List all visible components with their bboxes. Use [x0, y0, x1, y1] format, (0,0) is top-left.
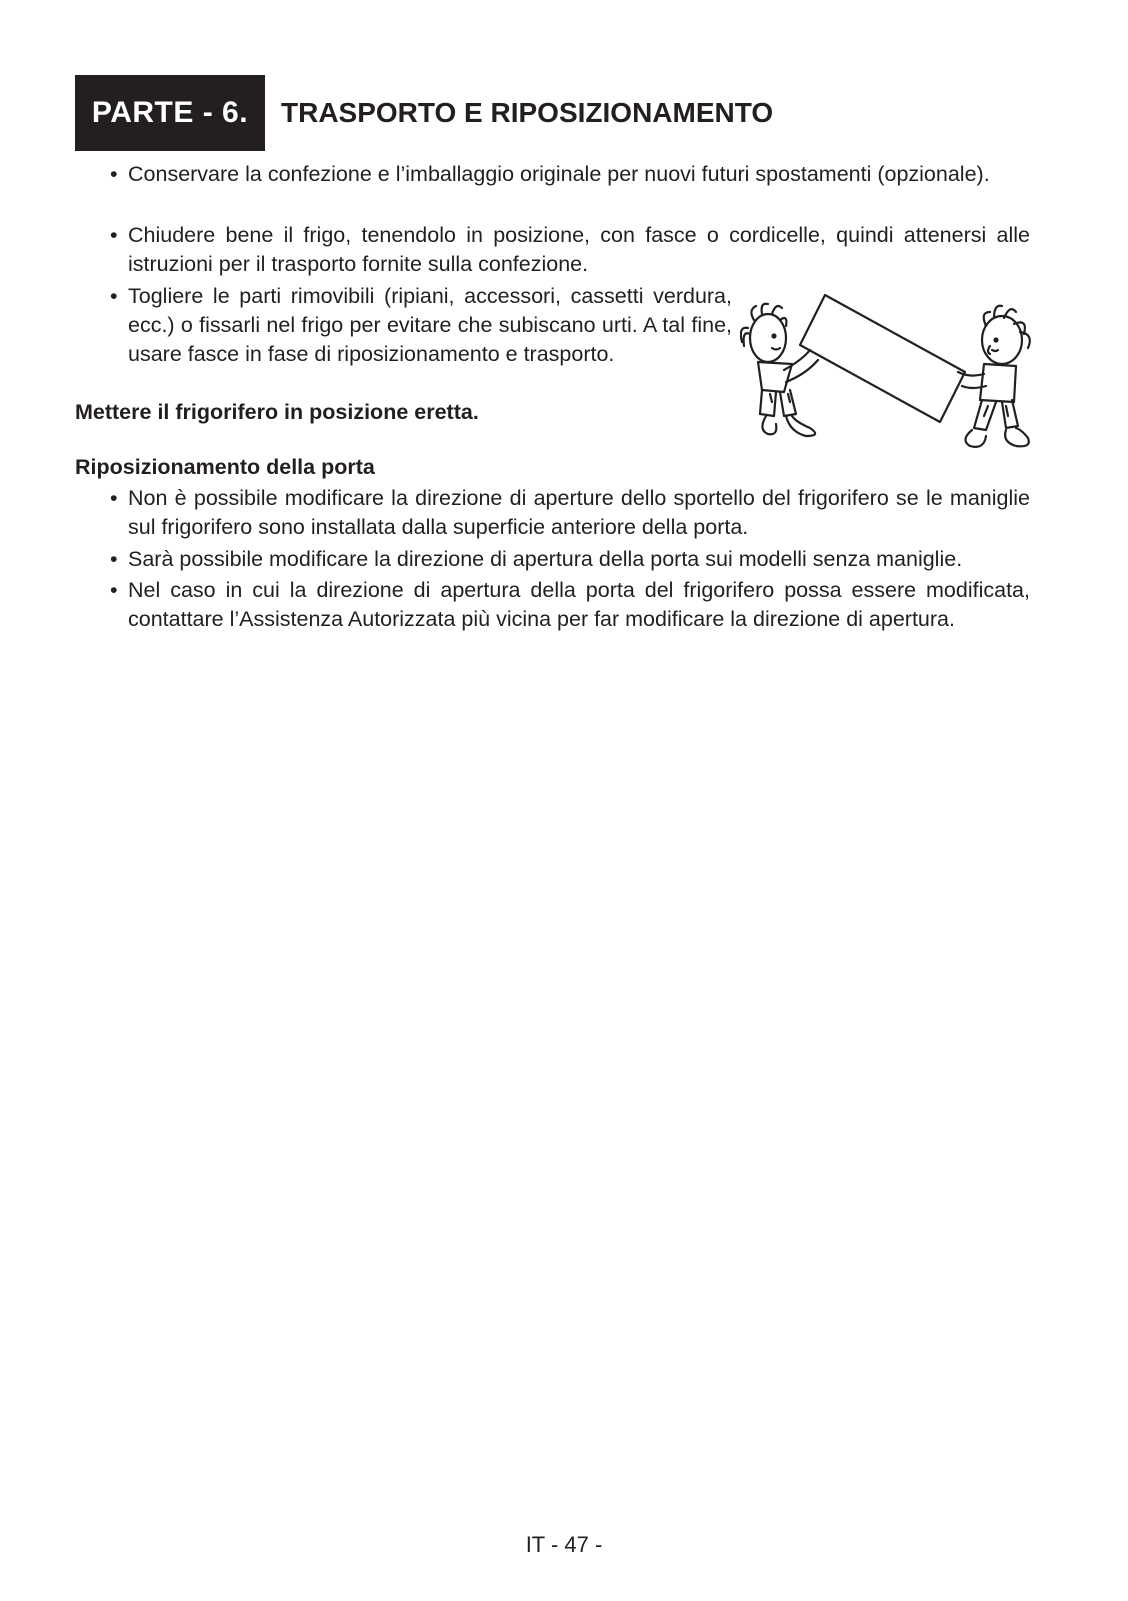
- bullet-text: Chiudere bene il frigo, tenendolo in posizione, con fasce o cordicelle, quindi attenersi alle istruzioni per il trasporto fornite sulla confezione.: [128, 223, 1030, 276]
- page-number: IT - 47 -: [525, 1532, 603, 1557]
- bullet-dot: •: [110, 547, 118, 571]
- bullet-text: Conservare la confezione e l’imballaggio originale per nuovi futuri spostamenti (opzionale).: [128, 162, 990, 186]
- transport-bullet-1: [110, 160, 1030, 189]
- bullet-dot: •: [110, 578, 118, 602]
- bullet-text: Nel caso in cui la direzione di apertura della porta del frigorifero possa essere modificata, contattare l’Assistenza Autorizzata più vicina per far modificare la direzione di apertura.: [128, 578, 1030, 631]
- part-badge: PARTE - 6.: [75, 75, 265, 151]
- door-bullet-1: [110, 484, 1030, 542]
- door-bullet-2: [110, 545, 1030, 574]
- door-bullet-3: [110, 576, 1030, 634]
- door-heading: Riposizionamento della porta: [75, 455, 375, 479]
- section-title: TRASPORTO E RIPOSIZIONAMENTO: [281, 97, 774, 128]
- bullet-dot: •: [110, 284, 118, 308]
- bullet-dot: •: [110, 486, 118, 510]
- two-people-carrying-fridge-icon: [740, 290, 1045, 460]
- upright-note: Mettere il frigorifero in posizione eretta.: [75, 400, 479, 424]
- bullet-text: Sarà possibile modificare la direzione di apertura della porta sui modelli senza maniglie.: [128, 547, 963, 571]
- bullet-text: Togliere le parti rimovibili (ripiani, accessori, cassetti verdura, ecc.) o fissarli nel frigo per evitare che subiscano urti. A tal fine, usare fasce in fase di riposizionamento e trasporto.: [128, 284, 732, 366]
- section-header: [75, 75, 773, 151]
- bullet-dot: •: [110, 223, 118, 247]
- transport-bullet-2: [110, 221, 1030, 279]
- bullet-dot: •: [110, 162, 118, 186]
- transport-bullet-3: [110, 282, 732, 369]
- bullet-text: Non è possibile modificare la direzione di aperture dello sportello del frigorifero se le maniglie sul frigorifero sono installata dalla superficie anteriore della porta.: [128, 486, 1030, 539]
